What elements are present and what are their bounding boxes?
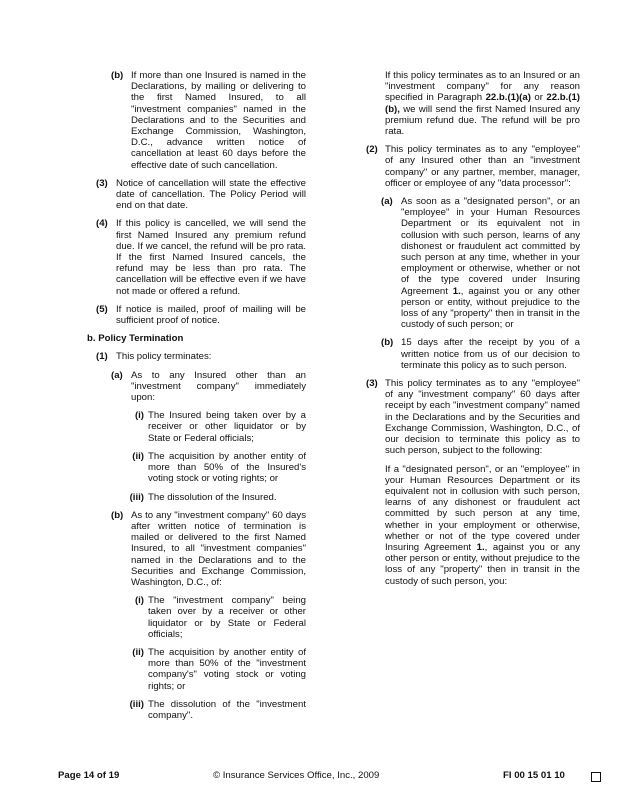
clause-termination-a-i <box>124 410 306 444</box>
checkbox-square-icon <box>591 772 601 782</box>
paragraph-text: or <box>530 92 547 104</box>
paragraph-text: , against you or any other person or entity, without prejudice to the loss of any "property" then in transit in the custody of such person; or <box>401 285 580 331</box>
paragraph-text: , against you or any other person or entity, without prejudice to the loss of any "property" then in transit in the custody of such person, you: <box>385 541 580 587</box>
clause-label: (2) <box>366 144 378 156</box>
clause-label: (a) <box>381 196 393 208</box>
clause-label: (4) <box>96 218 108 230</box>
paragraph-text: we will send the first Named Insured any premium refund due. The refund will be pro rata. <box>385 103 580 138</box>
clause-termination-2b <box>381 337 580 371</box>
paragraph-reference: 1. <box>476 541 485 553</box>
clause-termination-2a <box>381 196 580 330</box>
clause-text: 15 days after the receipt by you of a written notice from us of our decision to terminate this policy as to such person. <box>401 337 580 371</box>
clause-termination-a-iii <box>124 492 306 503</box>
section-heading: b. Policy Termination <box>87 333 184 345</box>
clause-label: (1) <box>96 351 108 363</box>
clause-3 <box>96 178 306 212</box>
page-footer <box>58 770 598 784</box>
clause-label: (b) <box>111 509 124 521</box>
paragraph-text: If this policy terminates as to an Insured or an "investment company" for any reason specified in Paragraph <box>385 70 580 104</box>
clause-termination-a <box>111 370 306 404</box>
clause-text: As to any Insured other than an "investment company" immediately upon: <box>131 369 306 404</box>
right-column <box>318 70 580 594</box>
clause-label: (3) <box>96 177 108 189</box>
clause-termination-b-iii <box>124 699 306 721</box>
clause-label: (ii) <box>132 646 144 658</box>
clause-label: (5) <box>96 303 108 315</box>
paragraph-reference: 1. <box>452 285 461 297</box>
paragraph-text: If a "designated person", or an "employee" in your Human Resources Department or its equivalent not in collusion with such person, learns of any dishonest or fraudulent act committed by such person at any time, whether in your employment or otherwise, whether or not of the type covered under Insuring Agreement <box>385 463 580 553</box>
designated-person-paragraph <box>385 464 580 587</box>
clause-label: (iii) <box>129 491 144 503</box>
clause-termination-3 <box>366 378 580 456</box>
clause-label: (a) <box>111 369 123 381</box>
clause-text: This policy terminates as to any "employee" of any Insured other than an "investment company" or any partner, member, manager, officer or employee of any "data processor": <box>385 144 580 189</box>
clause-label: (b) <box>381 337 394 349</box>
clause-termination-b <box>111 510 306 588</box>
clause-4 <box>96 218 306 296</box>
clause-text: This policy terminates as to any "employee" of any "investment company" 60 days after receipt by each "investment company" named in the Declarations and by the Securities and Exchange Commission, Washington, D.C., of our decision to terminate this policy as to such person, subject to the following: <box>385 378 580 457</box>
clause-text: The dissolution of the Insured. <box>148 491 277 503</box>
clause-label: (i) <box>134 595 144 607</box>
clause-text: The acquisition by another entity of more than 50% of the "investment company's" voting stock or voting rights; or <box>148 646 306 692</box>
clause-text <box>401 196 580 330</box>
paragraph-reference: 22.b.(1)(b), <box>385 92 580 115</box>
paragraph-text: As soon as a "designated person", or an "employee" in your Human Resources Department or its equivalent not in collusion with such person, learns of any dishonest or fraudulent act committed by such person at any time, whether in your employment or otherwise, whether or not of the type covered under Insuring Agreement <box>401 196 580 297</box>
clause-text: The "investment company" being taken over by a receiver or other liquidator or by State or Federal officials; <box>148 595 306 640</box>
clause-5 <box>96 304 306 326</box>
clause-text: As to any "investment company" 60 days after written notice of termination is mailed or delivered to the first Named Insured, to all "investment companies" named in the Declarations and to the Securities and Exchange Commission, Washington, D.C., of: <box>131 509 306 588</box>
refund-paragraph <box>385 70 580 137</box>
clause-termination-b-i <box>124 595 306 640</box>
copyright: © Insurance Services Office, Inc., 2009 <box>213 770 380 781</box>
clause-text: The acquisition by another entity of more than 50% of the Insured's voting stock or voting rights; or <box>148 450 306 485</box>
clause-text: If notice is mailed, proof of mailing will be sufficient proof of notice. <box>116 303 306 327</box>
clause-termination-1 <box>96 351 306 362</box>
clause-label: (b) <box>111 70 124 81</box>
clause-label: (iii) <box>129 698 144 710</box>
clause-text: Notice of cancellation will state the effective date of cancellation. The Policy Period will end on that date. <box>116 177 306 212</box>
clause-b <box>111 70 306 171</box>
clause-termination-a-ii <box>124 451 306 485</box>
clause-text: This policy terminates: <box>116 351 212 363</box>
clause-text: The dissolution of the "investment company". <box>148 698 306 721</box>
page-number: Page 14 of 19 <box>58 770 120 781</box>
clause-text: If this policy is cancelled, we will send the first Named Insured any premium refund due. If we cancel, the refund will be pro rata. If the first Named Insured cancels, the refund may be less than pro rata. The cancellation will be effective even if we have not made or offered a refund. <box>116 218 306 297</box>
clause-label: (3) <box>366 378 378 390</box>
clause-text: If more than one Insured is named in the Declarations, by mailing or delivering to the first Named Insured, to all "investment companies" named in the Declarations and to the Securities and Exchange Commission, Washington, D.C., advance written notice of cancellation at least 60 days before the effective date of such cancellation. <box>131 70 306 171</box>
left-column <box>58 70 306 728</box>
paragraph-reference: 22.b.(1)(a) <box>485 92 531 104</box>
clause-label: (i) <box>134 410 144 422</box>
clause-termination-2 <box>366 144 580 189</box>
form-number: FI 00 15 01 10 <box>503 770 565 781</box>
clause-text: The Insured being taken over by a receiver or other liquidator or by State or Federal officials; <box>148 410 306 444</box>
clause-termination-b-ii <box>124 647 306 692</box>
clause-label: (ii) <box>132 450 144 462</box>
